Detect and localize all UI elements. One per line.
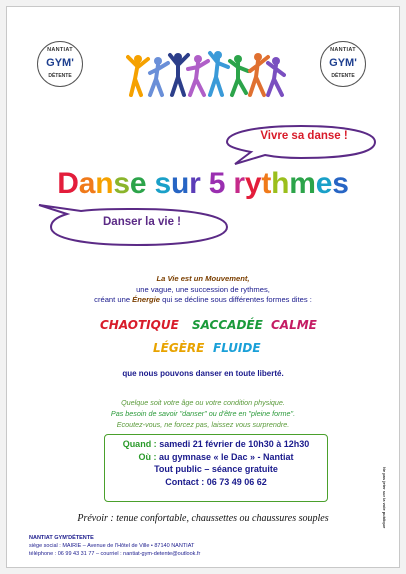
title-letter: s — [332, 167, 349, 200]
title-letter — [201, 167, 209, 200]
dancers-illustration — [126, 47, 286, 101]
speech-bubble-bottom — [37, 203, 237, 253]
rythme-legere: LÉGÈRE — [153, 341, 205, 355]
title-letter: a — [78, 167, 96, 200]
club-logo-right: NANTIAT GYM' DÉTENTE — [320, 41, 366, 87]
footer-siege: siège social : MAIRIE – Avenue de l'Hôtel de Ville • 87140 NANTIAT — [29, 543, 195, 549]
title-letter: h — [271, 167, 290, 200]
event-info-box — [104, 434, 328, 502]
bubble-top-text: Vivre sa danse ! — [260, 130, 348, 142]
rythme-saccadee: SACCADÉE — [192, 318, 263, 332]
title-letter: u — [170, 167, 190, 200]
dancer-figure — [268, 57, 284, 95]
title-letter: e — [129, 167, 147, 200]
intro-line-3: créant une Énergie qui se décline sous différentes formes dites : — [94, 295, 312, 304]
title-letter: D — [57, 167, 79, 200]
intro-paragraph — [7, 274, 399, 306]
title-letter: m — [289, 167, 316, 200]
public-line: Tout public – séance gratuite — [154, 464, 278, 474]
title-letter: r — [189, 167, 201, 200]
green-line-3: Ecoutez-vous, ne forcez pas, laissez vous surprendre. — [116, 420, 290, 429]
where-line: Où : au gymnase « le Dac » - Nantiat — [138, 451, 294, 462]
prevoir-text: Prévoir : tenue confortable, chaussettes ou chaussures souples — [77, 513, 329, 524]
rythme-fluide: FLUIDE — [213, 341, 261, 355]
liberte-text: que nous pouvons danser en toute liberté. — [122, 369, 284, 378]
footer-tel: téléphone : 06 99 43 31 77 – courriel : nantiat-gym-detente@outlook.fr — [29, 551, 201, 557]
dancer-figure — [250, 53, 268, 95]
flyer-page — [6, 6, 400, 568]
title-letter: s — [113, 167, 130, 200]
title-letter: s — [154, 167, 171, 200]
contact-line: Contact : 06 73 49 06 62 — [165, 476, 267, 487]
dancer-figure — [188, 55, 208, 95]
title-letter: y — [244, 167, 262, 200]
intro-line-2: une vague, une succession de rythmes, — [136, 284, 270, 294]
title-letter: t — [261, 167, 272, 200]
green-line-2: Pas besoin de savoir "danser" ou d'être en "pleine forme". — [110, 409, 296, 418]
club-logo-left: NANTIAT GYM' DÉTENTE — [37, 41, 83, 87]
green-line-1: Quelque soit votre âge ou votre condition physique. — [121, 398, 285, 407]
rythme-calme: CALME — [271, 318, 317, 332]
main-title — [7, 167, 399, 201]
title-letter: 5 — [208, 167, 226, 200]
side-notice: Ne pas jeter sur la voie publique — [382, 467, 387, 529]
title-letter: n — [95, 167, 114, 200]
title-text — [57, 167, 349, 200]
dancer-figure — [210, 51, 228, 95]
rythme-chaotique: CHAOTIQUE — [100, 318, 179, 332]
footer-contact — [29, 534, 401, 558]
bubble-bottom-text: Danser la vie ! — [103, 216, 181, 228]
title-letter: r — [233, 167, 245, 200]
dancer-figure — [150, 57, 168, 95]
footer-name: NANTIAT GYM'DÉTENTE — [29, 535, 94, 541]
dancer-figure — [230, 55, 248, 95]
title-letter: e — [315, 167, 333, 200]
encouragement-paragraph — [7, 397, 399, 430]
dancer-figure — [128, 55, 148, 95]
intro-line-1: La Vie est un Mouvement, — [156, 274, 250, 283]
when-line: Quand : samedi 21 février de 10h30 à 12h30 — [122, 439, 310, 449]
dancer-figure — [170, 53, 188, 95]
